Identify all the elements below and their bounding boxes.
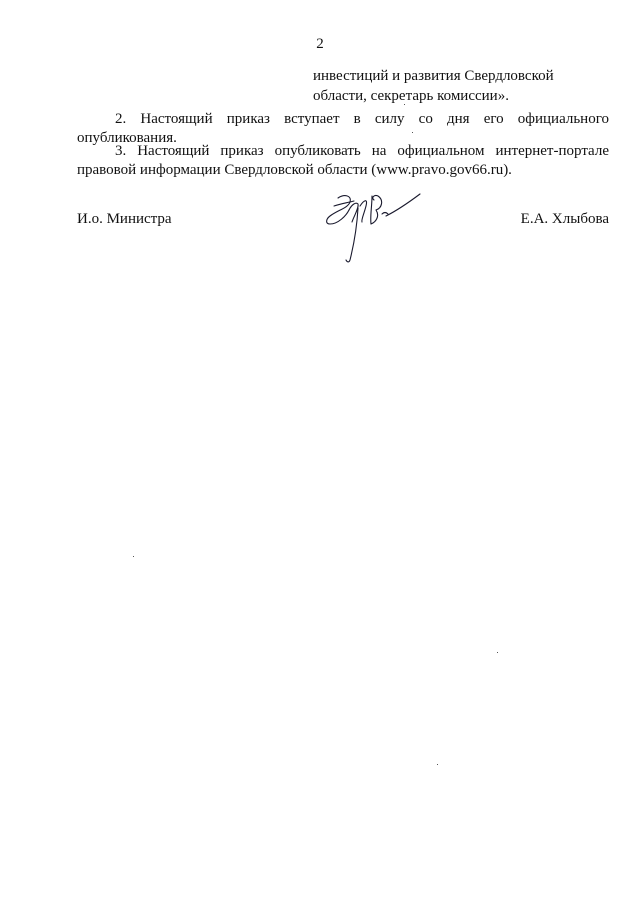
signer-name: Е.А. Хлыбова bbox=[520, 211, 609, 227]
continuation-line-1: инвестиций и развития Свердловской bbox=[313, 68, 554, 84]
paragraph-3 bbox=[77, 142, 609, 180]
scan-speck bbox=[412, 132, 413, 133]
paragraph-2-line-1: 2. Настоящий приказ вступает в силу со дня его официального bbox=[115, 111, 609, 127]
handwritten-signature-icon bbox=[316, 186, 436, 266]
scan-speck bbox=[497, 652, 498, 653]
paragraph-2-line-2: опубликования. bbox=[77, 130, 177, 146]
paragraph-3-line-2: правовой информации Свердловской области (www.pravo.gov66.ru). bbox=[77, 162, 512, 178]
continuation-line-2: области, секретарь комиссии». bbox=[313, 88, 509, 104]
scan-speck bbox=[404, 104, 405, 105]
scan-speck bbox=[133, 556, 134, 557]
scan-speck bbox=[437, 764, 438, 765]
list-continuation bbox=[313, 66, 613, 106]
paragraph-3-line-1: 3. Настоящий приказ опубликовать на официальном интернет-портале bbox=[115, 143, 609, 159]
signer-title: И.о. Министра bbox=[77, 211, 172, 227]
page-number: 2 bbox=[316, 36, 324, 52]
